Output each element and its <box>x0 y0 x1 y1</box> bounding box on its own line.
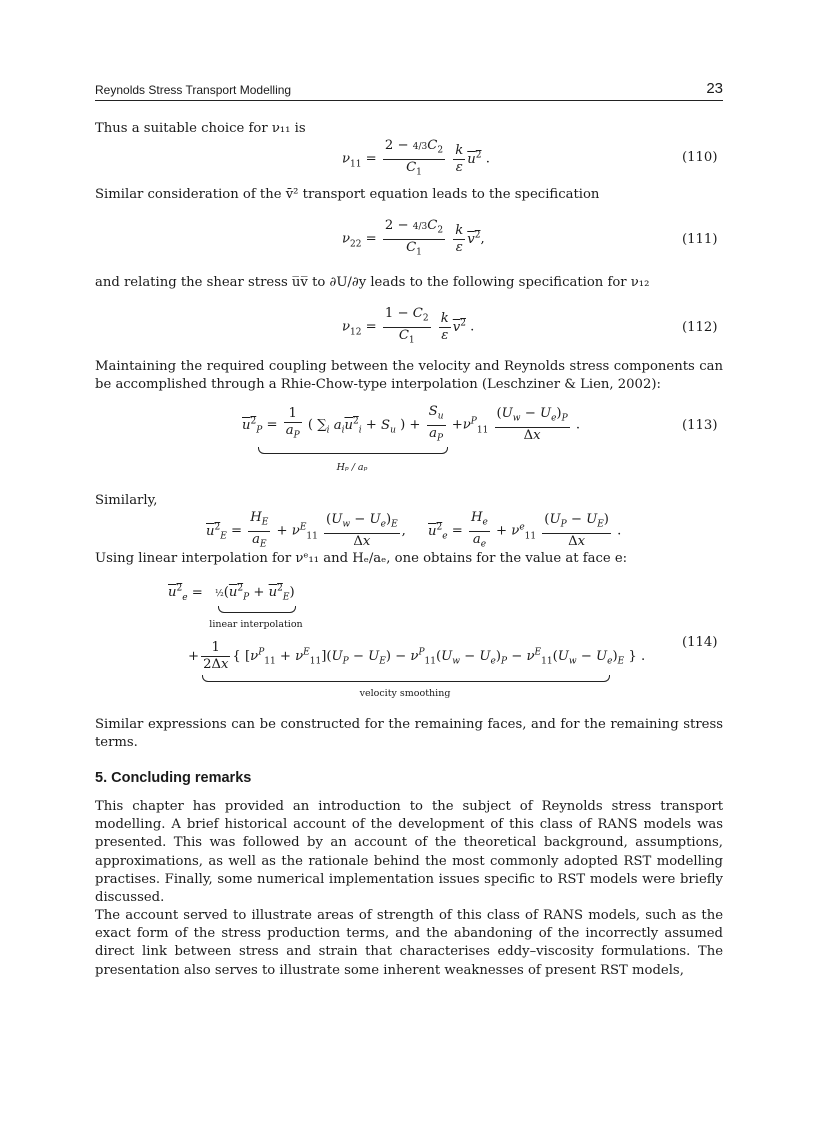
paragraph-4: Maintaining the required coupling between the velocity and Reynolds stress components can be accomplished through a Rhie-Chow-type interpolation (Leschziner & Lien, 2002): <box>95 359 723 393</box>
section-heading: 5. Concluding remarks <box>95 770 252 786</box>
equation-114-line-2: + $\frac{1}{2\Delta x}$ { $[\nu^P_{11} + \nu^E_{11}](U_P - U_E) - \nu^P_{11}(U_w - U_e)_P - \nu^E_{11}(U_w - U_e)_E$ } . <box>188 640 646 672</box>
paragraph-6: Using linear interpolation for νᵉ₁₁ and Hₑ/aₑ, one obtains for the value at face e: <box>95 551 628 566</box>
equation-113: $u^2_P$ = $\frac{1}{a_P}$ ( $\sum_i$ $a_iu^2_i + S_u$ ) + $\frac{S_u}{a_P}$ $+\nu^P_{11}$ $\frac{(U_w - U_e)_P}{\Delta x}$ . <box>242 404 580 446</box>
paragraph-9: The account served to illustrate areas of strength of this class of RANS models, such as the exact form of the stress production terms, and the abandoning of the incorrectly assumed direct link between stress and strain that characterises eddy–viscosity formulations. The presentation also serves to illustrate some inherent weaknesses of present RST models, <box>95 908 723 978</box>
paragraph-5: Similarly, <box>95 493 158 508</box>
paragraph-7: Similar expressions can be constructed for the remaining faces, and for the remaining stress terms. <box>95 717 723 751</box>
running-header <box>95 82 723 101</box>
equation-111: $\nu_{22}$ = $\frac{2 - 4/3C_2}{C_1}$ $\frac{k}{\varepsilon}$ $v^2$, <box>342 218 485 260</box>
overbrace-linear <box>218 606 296 613</box>
equation-110: $\nu_{11}$ = $\frac{2 - 4/3C_2}{C_1}$ $\frac{k}{\varepsilon}$ $u^2$ . <box>342 138 490 180</box>
equation-112: $\nu_{12}$ = $\frac{1 - C_2}{C_1}$ $\frac{k}{\varepsilon}$ $v^2$ . <box>342 306 474 348</box>
paragraph-8: This chapter has provided an introduction to the subject of Reynolds stress transport modelling. A brief historical account of the development of this class of RANS models was presented. This was followed by an account of the theoretical background, assumptions, approximations, as well as the rationale behind the most commonly adopted RST modelling practises. Finally, some numerical implementation issues specific to RST models were briefly discussed. <box>95 799 723 906</box>
running-title: Reynolds Stress Transport Modelling <box>95 83 292 97</box>
page-number: 23 <box>706 80 723 97</box>
paragraph-2: Similar consideration of the v̄² transport equation leads to the specification <box>95 187 600 202</box>
equation-similarly-e: $u^2_E$ = $\frac{H_E}{a_E}$ + $\nu^E_{11}$ $\frac{(U_w - U_e)_E}{\Delta x}$ , <box>206 510 406 552</box>
equation-number-114: (114) <box>682 635 718 650</box>
paragraph-3: and relating the shear stress u̅v̅ to ∂U/∂y leads to the following specification for ν₁₂ <box>95 275 650 290</box>
equation-number-111: (111) <box>682 232 718 247</box>
paragraph-1: Thus a suitable choice for ν₁₁ is <box>95 121 306 136</box>
equation-similarly-small-e: $u^2_e$ = $\frac{H_e}{a_e}$ + $\nu^e_{11}$ $\frac{(U_P - U_E)}{\Delta x}$ . <box>428 510 621 552</box>
equation-number-112: (112) <box>682 320 718 335</box>
overbrace-label-linear: linear interpolation <box>209 619 303 630</box>
equation-number-110: (110) <box>682 150 718 165</box>
overbrace-smoothing <box>202 675 610 682</box>
overbrace-hp-ap <box>258 447 448 454</box>
overbrace-label-smoothing: velocity smoothing <box>359 688 451 699</box>
equation-number-113: (113) <box>682 418 718 433</box>
equation-114-line-1: $u^2_e$ = $\frac{1}{2}(u^2_P + u^2_E)$ <box>168 584 295 604</box>
overbrace-label-hp-ap: Hₚ / aₚ <box>336 462 368 473</box>
